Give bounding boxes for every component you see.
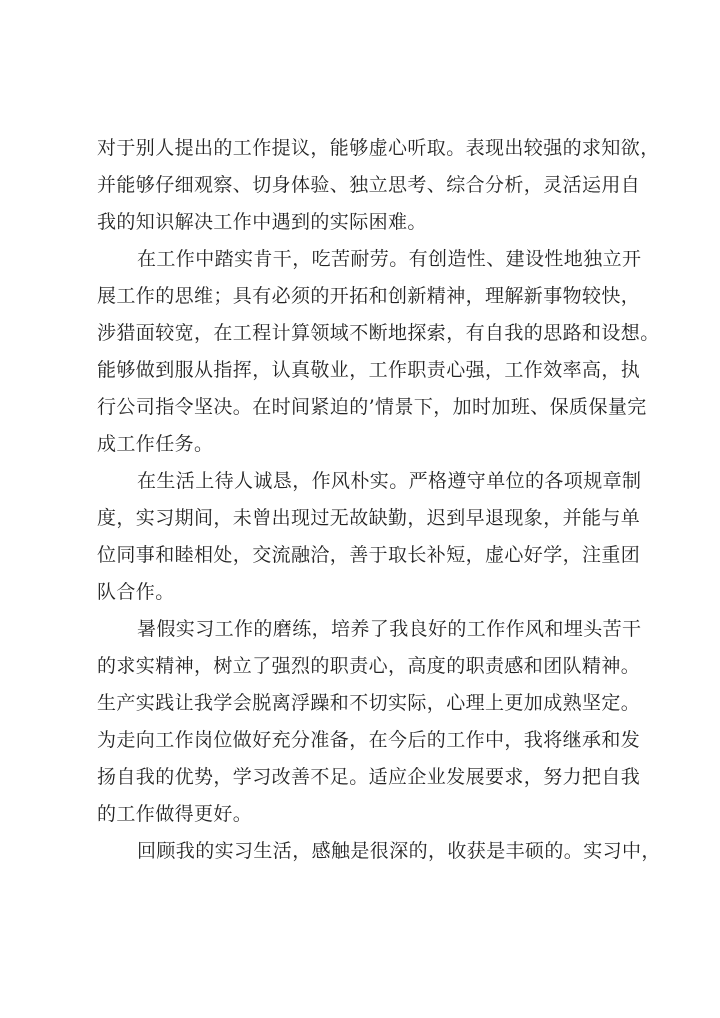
paragraph-first-line: 在生活上待人诚恳，作风朴实。严格遵守单位的各项规章制 [137, 470, 642, 492]
text-line: 我的知识解决工作中遇到的实际困难。 [97, 211, 427, 233]
paragraph-first-line: 在工作中踏实肯干，吃苦耐劳。有创造性、建设性地独立开 [137, 248, 642, 270]
text-line: 涉猎面较宽，在工程计算领域不断地探索，有自我的思路和设想。 [97, 322, 660, 344]
text-line: 队合作。 [97, 581, 175, 603]
text-line: 位同事和睦相处，交流融洽，善于取长补短，虚心好学，注重团 [97, 544, 641, 566]
text-line: 行公司指令坚决。在时间紧迫的’情景下，加时加班、保质保量完 [97, 396, 647, 418]
text-line: 生产实践让我学会脱离浮躁和不切实际，心理上更加成熟坚定。 [97, 692, 641, 714]
text-line: 扬自我的优势，学习改善不足。适应企业发展要求，努力把自我 [97, 766, 641, 788]
text-line: 展工作的思维；具有必须的开拓和创新精神，理解新事物较快， [97, 285, 641, 307]
text-line: 并能够仔细观察、切身体验、独立思考、综合分析，灵活运用自 [97, 174, 641, 196]
text-line: 的求实精神，树立了强烈的职责心，高度的职责感和团队精神。 [97, 655, 641, 677]
text-line: 能够做到服从指挥，认真敬业，工作职责心强，工作效率高，执 [97, 359, 641, 381]
text-line: 为走向工作岗位做好充分准备，在今后的工作中，我将继承和发 [97, 729, 641, 751]
text-line: 的工作做得更好。 [97, 803, 253, 825]
text-line: 成工作任务。 [97, 433, 214, 455]
paragraph-first-line: 回顾我的实习生活，感触是很深的，收获是丰硕的。实习中， [137, 840, 661, 862]
paragraph-first-line: 暑假实习工作的磨练，培养了我良好的工作作风和埋头苦干 [137, 618, 642, 640]
text-line: 对于别人提出的工作提议，能够虚心听取。表现出较强的求知欲， [97, 137, 660, 159]
text-line: 度，实习期间，未曾出现过无故缺勤，迟到早退现象，并能与单 [97, 507, 641, 529]
body-text [97, 130, 661, 870]
